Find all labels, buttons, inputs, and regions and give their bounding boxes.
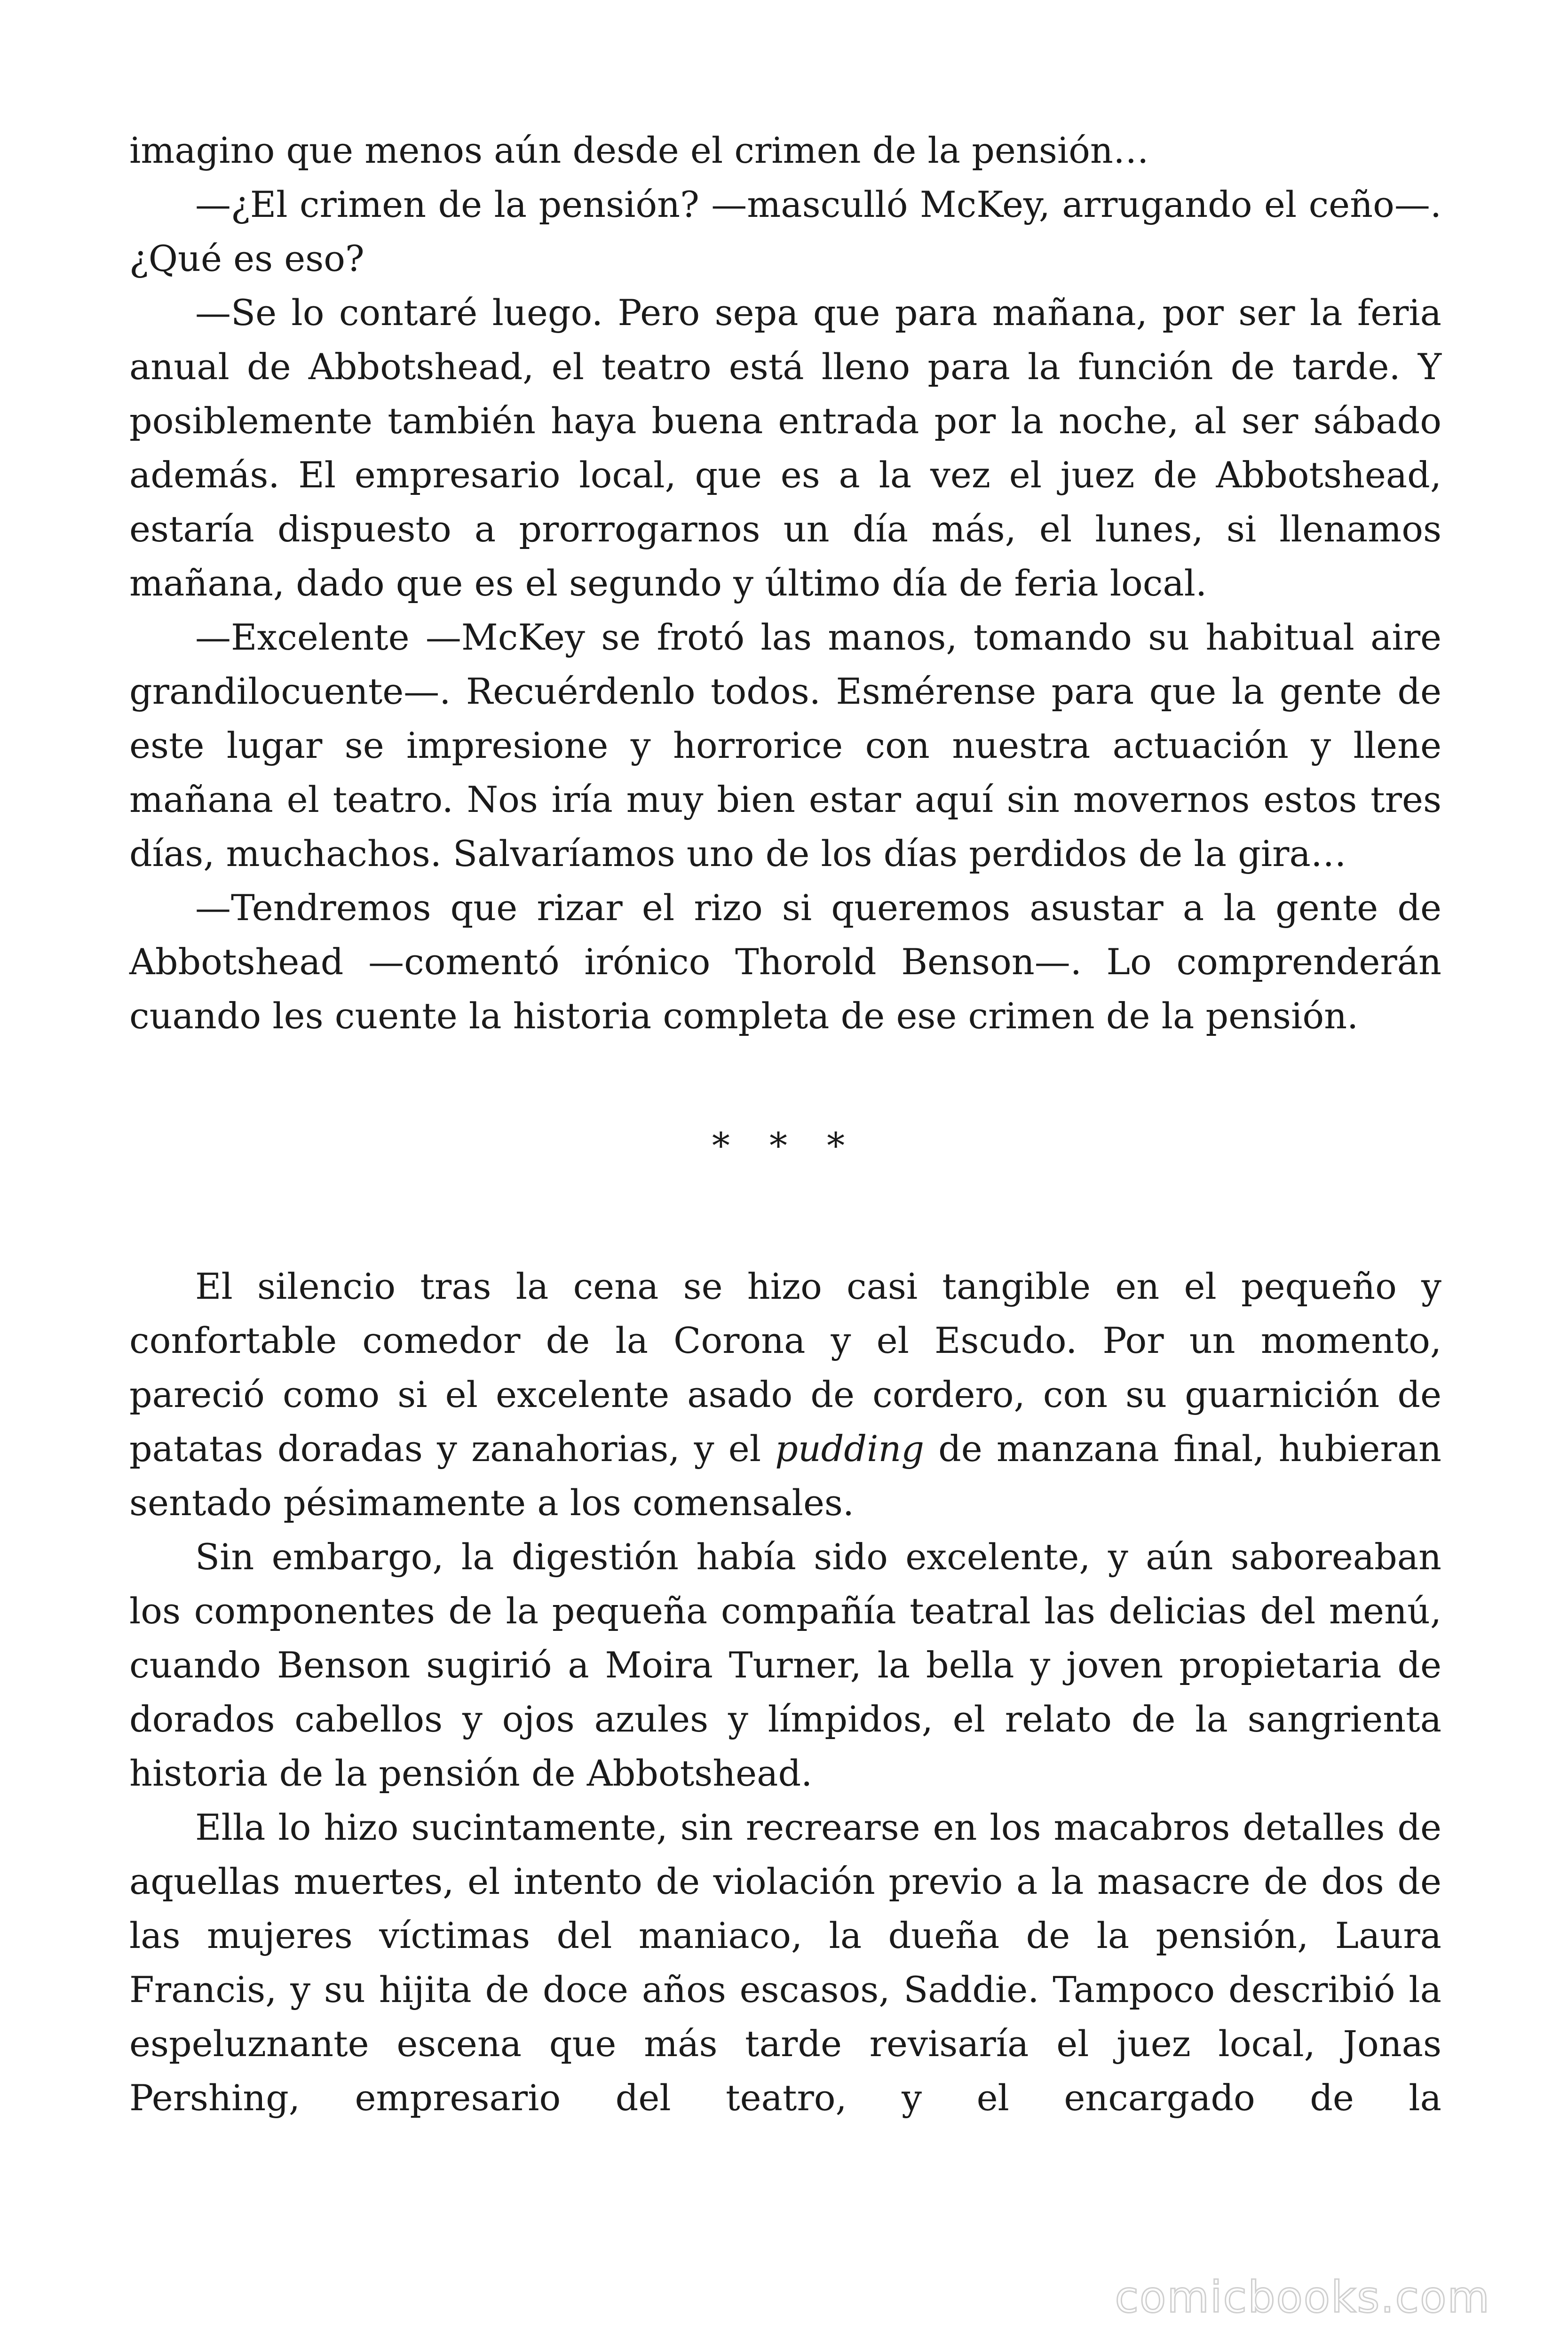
- paragraph-dialogue-benson: —Tendremos que rizar el rizo si queremos asustar a la gente de Abbotshead —comentó irónico Thorold Benson—. Lo comprenderán cuando les cuente la historia completa de ese crimen de la pensión.: [129, 887, 1441, 1037]
- paragraph-ella-lo-hizo: Ella lo hizo sucintamente, sin recrearse en los macabros detalles de aquellas muertes, el intento de violación previo a la masacre de dos de las mujeres víctimas del maniaco, la dueña de la pensión, Laura Francis, y su hijita de doce años escasos, Saddie. Tampoco describió la espeluznante escena que más tarde revisaría el juez local, Jonas Pershing, empresario del teatro, y el encargado de la: [129, 1806, 1441, 2119]
- paragraph-sin-embargo: Sin embargo, la digestión había sido excelente, y aún saboreaban los componentes de la pequeña compañía teatral las delicias del menú, cuando Benson sugirió a Moira Turner, la bella y joven propietaria de dorados cabellos y ojos azules y límpidos, el relato de la sangrienta historia de la pensión de Abbotshead.: [129, 1536, 1441, 1794]
- paragraph-dialogue-feria: —Se lo contaré luego. Pero sepa que para mañana, por ser la feria anual de Abbotshead, el teatro está lleno para la función de tarde. Y posiblemente también haya buena entrada por la noche, al ser sábado además. El empresario local, que es a la vez el juez de Abbotshead, estaría dispuesto a prorrogarnos un día más, el lunes, si llenamos mañana, dado que es el segundo y último día de feria local.: [129, 292, 1441, 604]
- paragraph-silencio-text-1: El silencio tras la cena se hizo casi tangible en el pequeño y confortable comedor de la Corona y el Escudo. Por un momento, pareció como si el excelente asado de cordero, con su guarnición de patatas doradas y zanahorias, y el: [129, 1265, 1441, 1470]
- paragraph-dialogue-excelente: —Excelente —McKey se frotó las manos, tomando su habitual aire grandilocuente—. Recuérdenlo todos. Esmérense para que la gente de este lugar se impresione y horrorice con nuestra actuación y llene mañana el teatro. Nos iría muy bien estar aquí sin movernos estos tres días, muchachos. Salvaríamos uno de los días perdidos de la gira…: [129, 616, 1441, 874]
- paragraph-silencio: [129, 1259, 1441, 1530]
- section-break: [129, 1043, 1441, 1259]
- paragraph-silencio-text-2: de manzana final, hubieran sentado pésimamente a los comensales.: [129, 1428, 1441, 1524]
- section-break-asterisks: * * *: [712, 1124, 859, 1167]
- paragraph-silencio-italic: pudding: [775, 1428, 924, 1470]
- paragraph-dialogue-mckey-question: —¿El crimen de la pensión? —masculló McKey, arrugando el ceño—. ¿Qué es eso?: [129, 183, 1441, 279]
- watermark-logo: comicbooks.com: [1115, 2272, 1490, 2322]
- paragraph-continuation: imagino que menos aún desde el crimen de la pensión…: [129, 129, 1149, 171]
- book-page-text: [129, 123, 1441, 2125]
